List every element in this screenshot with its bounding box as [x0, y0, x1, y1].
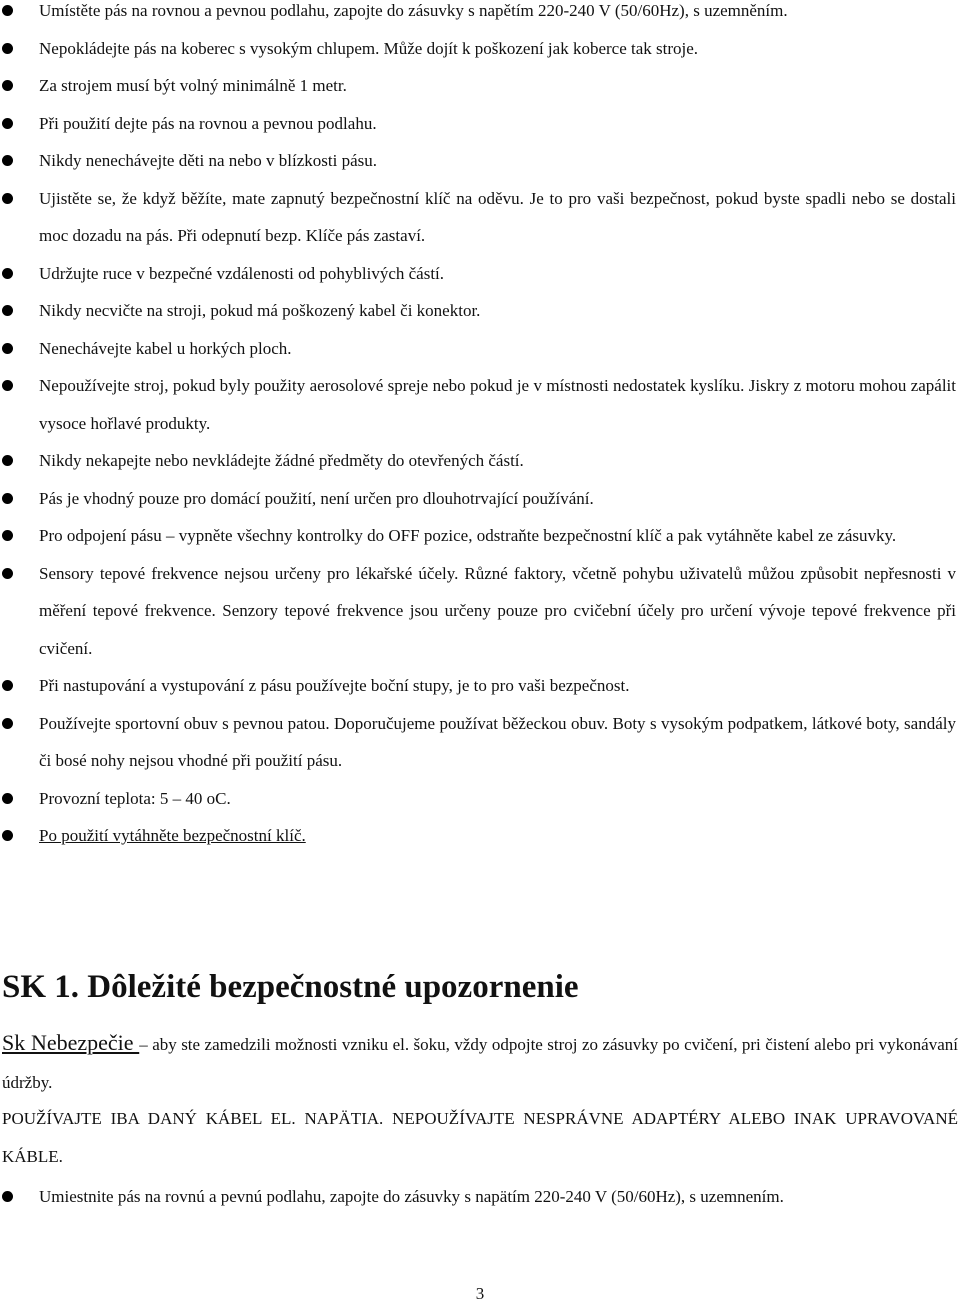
list-item: Udržujte ruce v bezpečné vzdálenosti od pohyblivých částí.	[0, 255, 958, 293]
bullet-icon	[2, 680, 13, 691]
list-item: Nepoužívejte stroj, pokud byly použity aerosolové spreje nebo pokud je v místnosti nedostatek kyslíku. Jiskry z motoru mohou zapálit vysoce hořlavé produkty.	[0, 367, 958, 442]
bullet-icon	[2, 793, 13, 804]
bullet-icon	[2, 80, 13, 91]
list-item: Za strojem musí být volný minimálně 1 metr.	[0, 67, 958, 105]
list-item: Nenechávejte kabel u horkých ploch.	[0, 330, 958, 368]
list-item: Po použití vytáhněte bezpečnostní klíč.	[0, 817, 958, 855]
list-item: Pro odpojení pásu – vypněte všechny kontrolky do OFF pozice, odstraňte bezpečnostní klíč a pak vytáhněte kabel ze zásuvky.	[0, 517, 958, 555]
list-item: Ujistěte se, že když běžíte, mate zapnutý bezpečnostní klíč na oděvu. Je to pro vaši bezpečnost, pokud byste spadli nebo se dostali moc dozadu na pás. Při odepnutí bezp. Klíče pás zastaví.	[0, 180, 958, 255]
list-item: Při nastupování a vystupování z pásu používejte boční stupy, je to pro vaši bezpečnost.	[0, 667, 958, 705]
danger-text: – aby ste zamedzili možnosti vzniku el. šoku, vždy odpojte stroj zo zásuvky po cvičení, pri čistení alebo pri vykonávaní údržby.	[2, 1035, 958, 1092]
list-item: Umístěte pás na rovnou a pevnou podlahu, zapojte do zásuvky s napětím 220-240 V (50/60Hz), s uzemněním.	[0, 0, 958, 30]
list-item: Nepokládejte pás na koberec s vysokým chlupem. Může dojít k poškození jak koberce tak stroje.	[0, 30, 958, 68]
bullet-icon	[2, 118, 13, 129]
bullet-icon	[2, 305, 13, 316]
bullet-icon	[2, 830, 13, 841]
sk-section-heading: SK 1. Dôležité bezpečnostné upozornenie	[2, 969, 579, 1005]
bullet-icon	[2, 493, 13, 504]
list-item: Nikdy nekapejte nebo nevkládejte žádné předměty do otevřených částí.	[0, 442, 958, 480]
bullet-icon	[2, 1191, 13, 1202]
bullet-icon	[2, 5, 13, 16]
sk-cable-warning: POUŽÍVAJTE IBA DANÝ KÁBEL EL. NAPÄTIA. NEPOUŽÍVAJTE NESPRÁVNE ADAPTÉRY ALEBO INAK UPRAVOVANÉ KÁBLE.	[2, 1109, 958, 1166]
bullet-icon	[2, 343, 13, 354]
list-item: Pás je vhodný pouze pro domácí použití, není určen pro dlouhotrvající používání.	[0, 480, 958, 518]
bullet-icon	[2, 455, 13, 466]
sk-safety-list	[0, 1178, 958, 1216]
bullet-icon	[2, 530, 13, 541]
bullet-icon	[2, 718, 13, 729]
sk-danger-paragraph	[2, 1024, 958, 1101]
page-number: 3	[475, 1284, 485, 1303]
bullet-icon	[2, 568, 13, 579]
list-item: Používejte sportovní obuv s pevnou patou. Doporučujeme používat běžeckou obuv. Boty s vysokým podpatkem, látkové boty, sandály či bosé nohy nejsou vhodné při použití pásu.	[0, 705, 958, 780]
list-item: Sensory tepové frekvence nejsou určeny pro lékařské účely. Různé faktory, včetně pohybu uživatelů můžou způsobit nepřesnosti v měření tepové frekvence. Senzory tepové frekvence jsou určeny pouze pro cvičební účely pro určení vývoje tepové frekvence při cvičení.	[0, 555, 958, 668]
bullet-icon	[2, 380, 13, 391]
bullet-icon	[2, 43, 13, 54]
list-item: Provozní teplota: 5 – 40 oC.	[0, 780, 958, 818]
bullet-icon	[2, 193, 13, 204]
bullet-icon	[2, 155, 13, 166]
danger-label: Sk Nebezpečie	[2, 1030, 140, 1055]
list-item: Při použití dejte pás na rovnou a pevnou podlahu.	[0, 105, 958, 143]
list-item: Umiestnite pás na rovnú a pevnú podlahu, zapojte do zásuvky s napätím 220-240 V (50/60Hz), s uzemnením.	[0, 1178, 958, 1216]
bullet-icon	[2, 268, 13, 279]
list-item: Nikdy nenechávejte děti na nebo v blízkosti pásu.	[0, 142, 958, 180]
list-item: Nikdy necvičte na stroji, pokud má poškozený kabel či konektor.	[0, 292, 958, 330]
